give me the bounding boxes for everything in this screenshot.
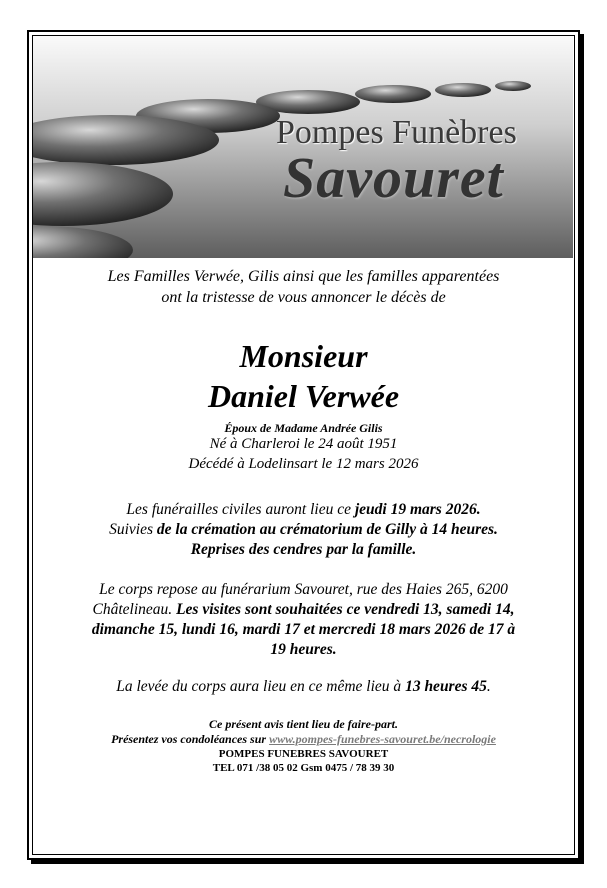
- levee-line: La levée du corps aura lieu en ce même lieu à 13 heures 45.: [116, 678, 491, 695]
- company-name: POMPES FUNEBRES SAVOURET: [218, 748, 389, 760]
- funeral-line-2: Suivies de la crémation au crématorium de Gilly à 14 heures.: [109, 521, 498, 538]
- notice-line: Ce présent avis tient lieu de faire-part.: [209, 717, 398, 731]
- condolences-line: Présentez vos condoléances sur www.pompes-funebres-savouret.be/necrologie: [111, 732, 496, 746]
- visits-line-2: Châtelineau. Les visites sont souhaitées ce vendredi 13, samedi 14,: [92, 601, 515, 618]
- spouse-line: Époux de Madame Andrée Gilis: [224, 421, 383, 435]
- phone-line: TEL 071 /38 05 02 Gsm 0475 / 78 39 30: [212, 762, 395, 774]
- visits-line-4: 19 heures.: [270, 641, 337, 658]
- funeral-line-1: Les funérailles civiles auront lieu ce jeudi 19 mars 2026.: [126, 501, 481, 518]
- visits-line-1: Le corps repose au funérarium Savouret, rue des Haies 265, 6200: [99, 581, 508, 598]
- visits-line-3: dimanche 15, lundi 16, mardi 17 et mercredi 18 mars 2026 de 17 à: [91, 621, 516, 638]
- header-banner: [33, 36, 573, 258]
- birth-line: Né à Charleroi le 24 août 1951: [209, 436, 398, 452]
- deceased-title: Monsieur: [239, 338, 368, 374]
- deceased-name: Daniel Verwée: [207, 378, 400, 414]
- funeral-line-3: Reprises des cendres par la famille.: [190, 541, 417, 558]
- intro-line-1: Les Familles Verwée, Gilis ainsi que les familles apparentées: [107, 268, 500, 285]
- condolences-link[interactable]: www.pompes-funebres-savouret.be/necrologie: [269, 732, 496, 746]
- death-line: Décédé à Lodelinsart le 12 mars 2026: [188, 456, 419, 472]
- brand-line-1: Pompes Funèbres: [276, 114, 517, 151]
- intro-line-2: ont la tristesse de vous annoncer le décès de: [161, 289, 446, 306]
- brand-line-2: Savouret: [283, 145, 504, 210]
